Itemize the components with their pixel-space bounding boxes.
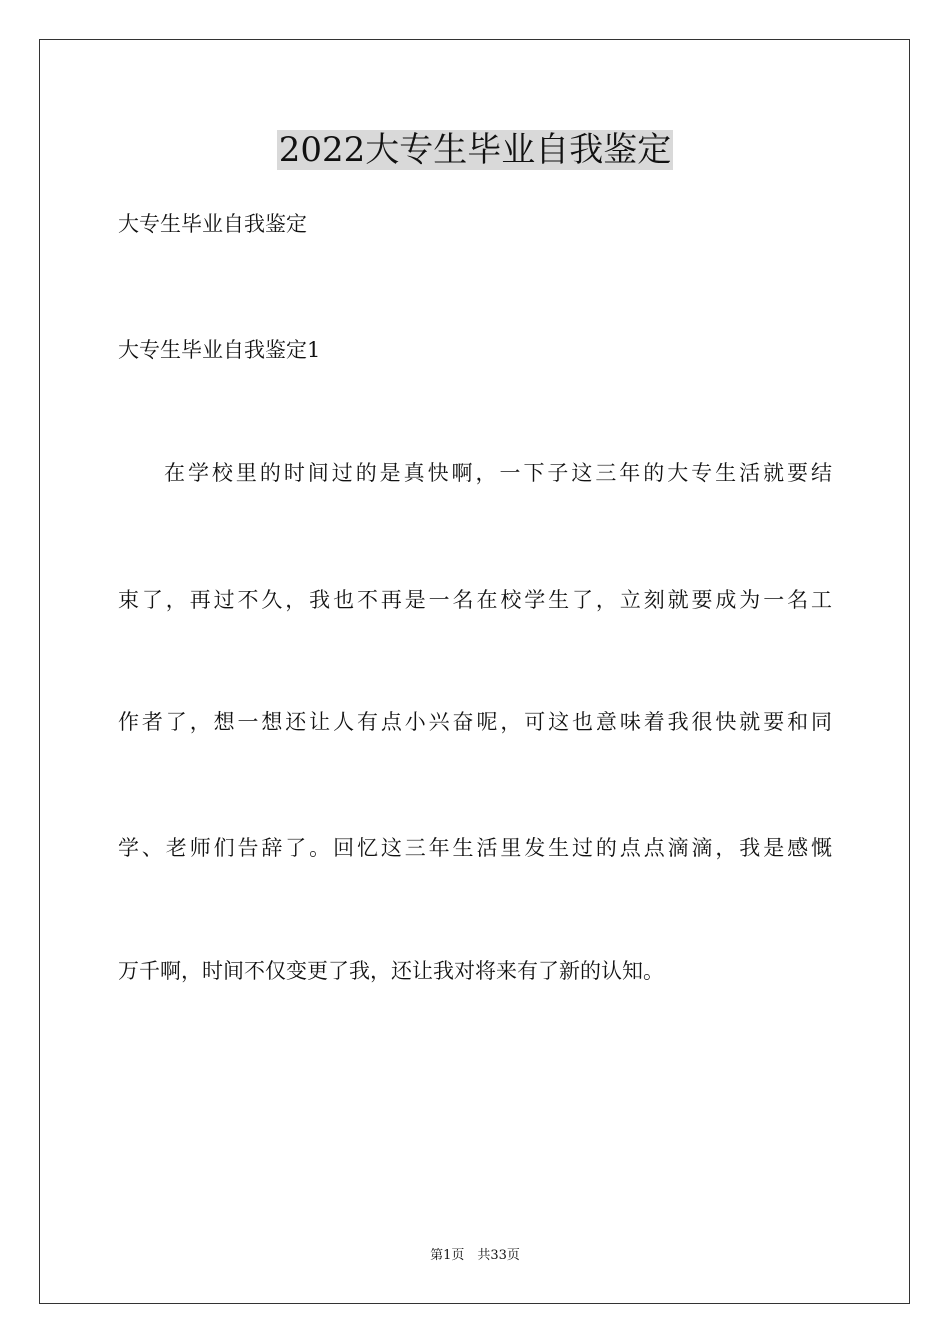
document-title — [0, 128, 950, 172]
paragraph-line: 束了，再过不久，我也不再是一名在校学生了，立刻就要成为一名工 — [118, 588, 832, 612]
paragraph-line: 作者了，想一想还让人有点小兴奋呢，可这也意味着我很快就要和同 — [118, 710, 832, 734]
document-title-text: 2022大专生毕业自我鉴定 — [278, 130, 672, 170]
document-subtitle: 大专生毕业自我鉴定 — [118, 212, 307, 236]
paragraph-line: 学、老师们告辞了。回忆这三年生活里发生过的点点滴滴，我是感慨 — [118, 836, 832, 860]
section-heading: 大专生毕业自我鉴定1 — [118, 338, 321, 362]
paragraph-line: 在学校里的时间过的是真快啊，一下子这三年的大专生活就要结 — [164, 461, 832, 485]
paragraph-line: 万千啊，时间不仅变更了我，还让我对将来有了新的认知。 — [118, 959, 664, 983]
page-number-footer: 第1页 共33页 — [430, 1248, 520, 1263]
